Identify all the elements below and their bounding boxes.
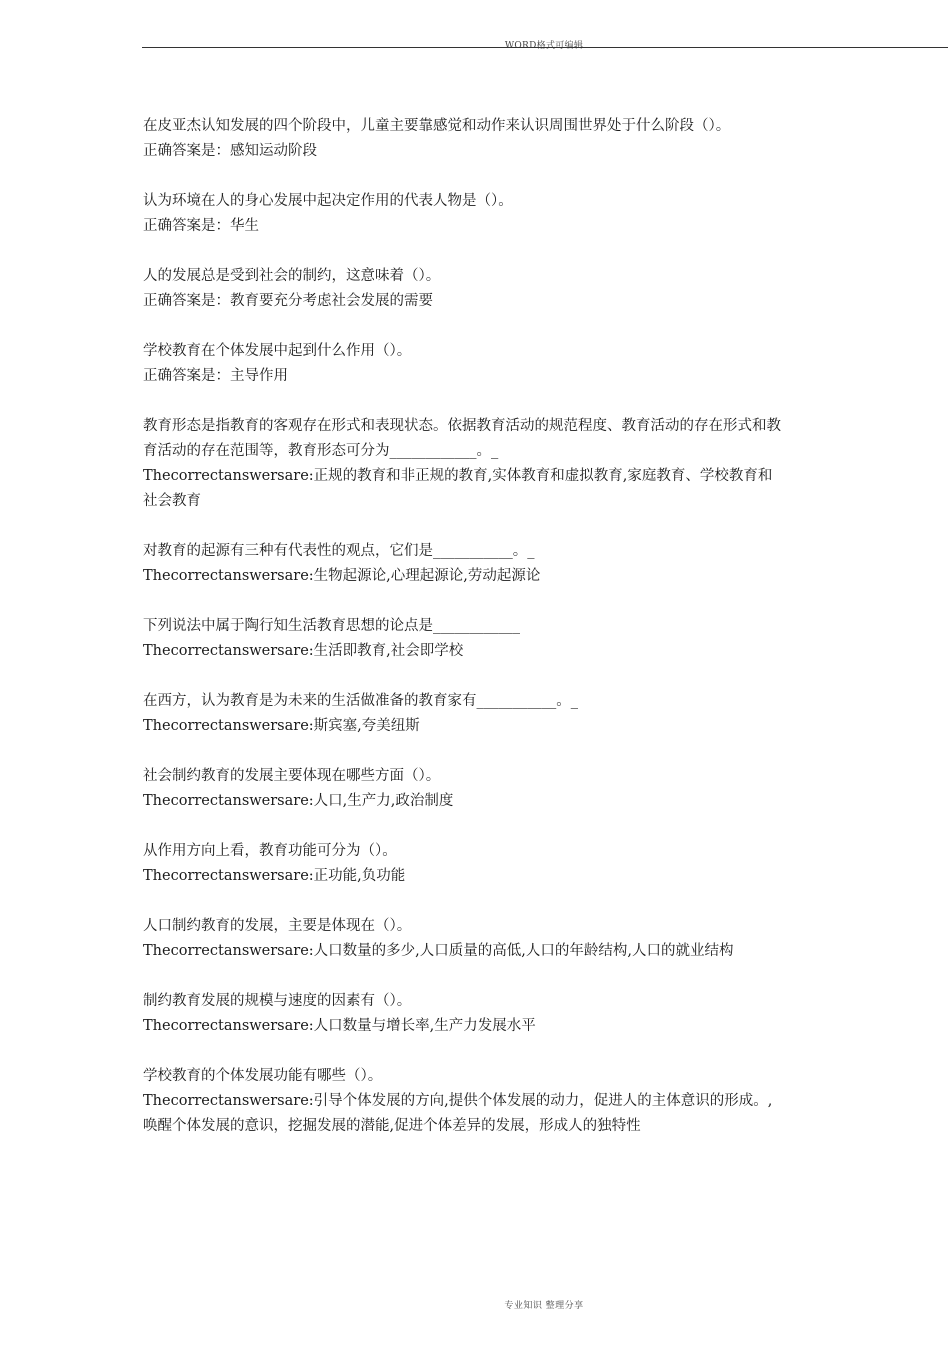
answer-text: 正确答案是：教育要充分考虑社会发展的需要 [143, 293, 433, 309]
answer-text: 正确答案是：感知运动阶段 [143, 143, 317, 159]
question-text: 在皮亚杰认知发展的四个阶段中，儿童主要靠感觉和动作来认识周围世界处于什么阶段（）。 [143, 118, 731, 134]
qa-item [143, 264, 783, 314]
qa-item [143, 614, 783, 664]
qa-item [143, 114, 783, 164]
answer-text: Thecorrectanswersare:人口数量与增长率,生产力发展水平 [143, 1018, 536, 1034]
question-text: 学校教育在个体发展中起到什么作用（）。 [143, 343, 412, 359]
answer-text: Thecorrectanswersare:正规的教育和非正规的教育,实体教育和虚拟教育,家庭教育、学校教育和社会教育 [143, 468, 773, 509]
page-header: WORD格式可编辑 [504, 41, 584, 51]
qa-item [143, 1064, 783, 1139]
question-text: 人的发展总是受到社会的制约，这意味着（）。 [143, 268, 441, 284]
answer-text: 正确答案是：华生 [143, 218, 259, 234]
qa-item [143, 689, 783, 739]
question-text: 对教育的起源有三种有代表性的观点，它们是___________。_ [143, 543, 535, 559]
qa-item [143, 539, 783, 589]
qa-item [143, 764, 783, 814]
qa-item [143, 189, 783, 239]
document-body [143, 114, 783, 1164]
answer-text: Thecorrectanswersare:正功能,负功能 [143, 868, 406, 884]
question-text: 认为环境在人的身心发展中起决定作用的代表人物是（）。 [143, 193, 513, 209]
qa-item [143, 839, 783, 889]
qa-item [143, 339, 783, 389]
question-text: 教育形态是指教育的客观存在形式和表现状态。依据教育活动的规范程度、教育活动的存在形式和教育活动的存在范围等，教育形态可分为____________。_ [143, 418, 781, 459]
header-divider [142, 47, 948, 48]
answer-text: Thecorrectanswersare:引导个体发展的方向,提供个体发展的动力，促进人的主体意识的形成。,唤醒个体发展的意识，挖掘发展的潜能,促进个体差异的发展，形成人的独特性 [143, 1093, 773, 1134]
question-text: 社会制约教育的发展主要体现在哪些方面（）。 [143, 768, 441, 784]
answer-text: 正确答案是：主导作用 [143, 368, 288, 384]
question-text: 学校教育的个体发展功能有哪些（）。 [143, 1068, 383, 1084]
page-footer: 专业知识 整理分享 [504, 1301, 584, 1311]
answer-text: Thecorrectanswersare:生物起源论,心理起源论,劳动起源论 [143, 568, 541, 584]
question-text: 制约教育发展的规模与速度的因素有（）。 [143, 993, 412, 1009]
qa-item [143, 989, 783, 1039]
question-text: 人口制约教育的发展，主要是体现在（）。 [143, 918, 412, 934]
qa-item [143, 414, 783, 514]
question-text: 在西方，认为教育是为未来的生活做准备的教育家有___________。_ [143, 693, 578, 709]
qa-item [143, 914, 783, 964]
question-text: 下列说法中属于陶行知生活教育思想的论点是____________ [143, 618, 520, 634]
answer-text: Thecorrectanswersare:生活即教育,社会即学校 [143, 643, 464, 659]
question-text: 从作用方向上看，教育功能可分为（）。 [143, 843, 397, 859]
answer-text: Thecorrectanswersare:斯宾塞,夸美纽斯 [143, 718, 420, 734]
answer-text: Thecorrectanswersare:人口,生产力,政治制度 [143, 793, 454, 809]
answer-text: Thecorrectanswersare:人口数量的多少,人口质量的高低,人口的年龄结构,人口的就业结构 [143, 943, 734, 959]
